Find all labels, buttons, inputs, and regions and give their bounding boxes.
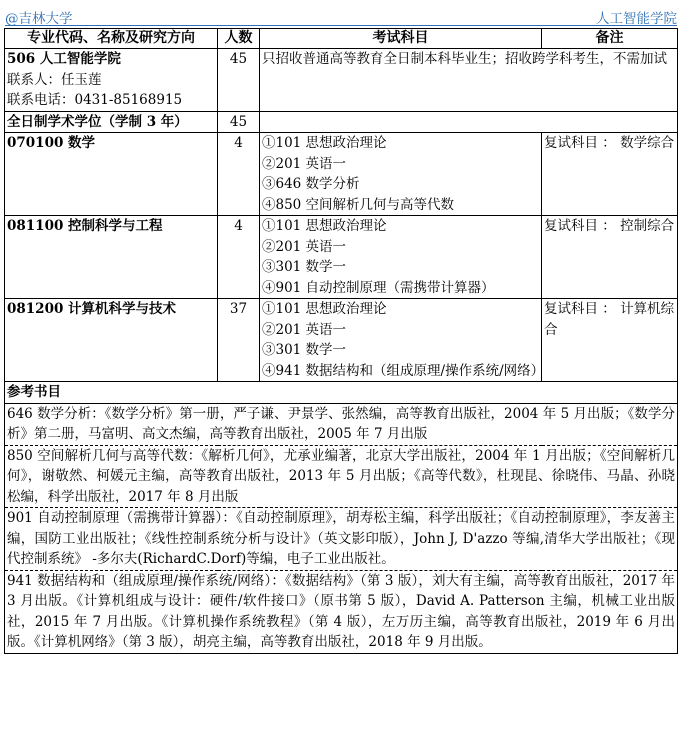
reference-item: 901 自动控制原理（需携带计算器）：《自动控制原理》，胡寿松主编，科学出版社；《自动控制原理》，李友善主编，国防工业出版社；《线性控制系统分析与设计》（英文影印版），John J, D'azzo 等编,清华大学出版社；《现代控制系统》 -多尔夫(RichardC.Dorf)等编，电子工业出版社。 <box>5 508 678 571</box>
major-count: 37 <box>218 299 260 382</box>
school-code-name: 506 人工智能学院 <box>7 51 121 67</box>
degree-count: 45 <box>218 111 260 133</box>
major-subjects <box>260 133 542 216</box>
subject-item: ④850 空间解析几何与高等代数 <box>262 196 455 213</box>
subject-item: ④901 自动控制原理（需携带计算器） <box>262 279 495 296</box>
school-note: 只招收普通高等教育全日制本科毕业生；招收跨学科考生，不需加试 <box>260 49 678 112</box>
school-contact: 联系人：任玉莲 <box>7 71 102 88</box>
degree-label: 全日制学术学位（学制 3 年） <box>5 111 218 133</box>
reference-row <box>5 403 678 445</box>
reference-item: 850 空间解析几何与高等代数：《解析几何》，尤承业编著，北京大学出版社，2004 年 1 月出版；《空间解析几何》，谢敬然、柯媛元主编，高等教育出版社，2013 年 5 月出版；《高等代数》，杜现昆、徐晓伟、马晶、孙晓松编，科学出版社，2017 年 8 月出版 <box>5 445 678 508</box>
header-college: 人工智能学院 <box>596 11 677 27</box>
column-header-major: 专业代码、名称及研究方向 <box>5 29 218 49</box>
major-remark: 复试科目 ： 数学综合 <box>542 133 678 216</box>
school-phone: 联系电话：0431-85168915 <box>7 92 183 108</box>
major-count: 4 <box>218 133 260 216</box>
header-university: @吉林大学 <box>5 11 73 27</box>
major-subjects <box>260 299 545 382</box>
reference-item: 941 数据结构和（组成原理/操作系统/网络）：《数据结构》（第 3 版），刘大有主编，高等教育出版社，2017 年 3 月出版。《计算机组成与设计：硬件/软件接口》（原书第 5 版），David A. Patterson 主编，机械工业出版社，2015 年 7 月出版。《计算机操作系统教程》（第 4 版），左万历主编，高等教育出版社，2019 年 6 月出版。《计算机网络》（第 3 版），胡亮主编，高等教育出版社，2018 年 9 月出版。 <box>5 570 678 653</box>
subject-item: ①101 思想政治理论 <box>262 135 387 151</box>
subject-item: ②201 英语一 <box>262 155 347 172</box>
major-row <box>5 299 678 382</box>
subject-item: ②201 英语一 <box>262 321 347 338</box>
column-header-remarks: 备注 <box>542 29 678 49</box>
reference-row <box>5 508 678 571</box>
reference-row <box>5 570 678 653</box>
column-header-count: 人数 <box>218 29 260 49</box>
major-name: 070100 数学 <box>5 133 218 216</box>
degree-row <box>5 111 678 133</box>
subject-item: ③301 数学一 <box>262 259 347 275</box>
degree-empty <box>260 111 678 133</box>
school-count: 45 <box>218 49 260 112</box>
major-name: 081200 计算机科学与技术 <box>5 299 218 382</box>
subject-item: ②201 英语一 <box>262 238 347 255</box>
major-remark: 复试科目 ： 计算机综合 <box>542 299 678 382</box>
references-label-row <box>5 382 678 404</box>
subject-item: ③646 数学分析 <box>262 176 360 192</box>
reference-item: 646 数学分析：《数学分析》第一册，严子谦、尹景学、张然编，高等教育出版社，2004 年 5 月出版；《数学分析》第二册，马富明、高文杰编，高等教育出版社，2005 年 7 月出版 <box>5 403 678 445</box>
major-row <box>5 216 678 299</box>
reference-row <box>5 445 678 508</box>
major-remark: 复试科目 ： 控制综合 <box>542 216 678 299</box>
subject-item: ①101 思想政治理论 <box>262 301 387 317</box>
major-row <box>5 133 678 216</box>
subject-item: ③301 数学一 <box>262 342 347 358</box>
subject-item: ④941 数据结构和（组成原理/操作系统/网络） <box>262 362 545 379</box>
table-header-row <box>5 29 678 49</box>
admissions-table <box>4 28 678 654</box>
page-header <box>5 3 677 26</box>
major-count: 4 <box>218 216 260 299</box>
major-name: 081100 控制科学与工程 <box>5 216 218 299</box>
references-label: 参考书目 <box>5 382 678 404</box>
school-row <box>5 49 678 112</box>
subject-item: ①101 思想政治理论 <box>262 218 387 234</box>
major-subjects <box>260 216 542 299</box>
column-header-subjects: 考试科目 <box>260 29 542 49</box>
